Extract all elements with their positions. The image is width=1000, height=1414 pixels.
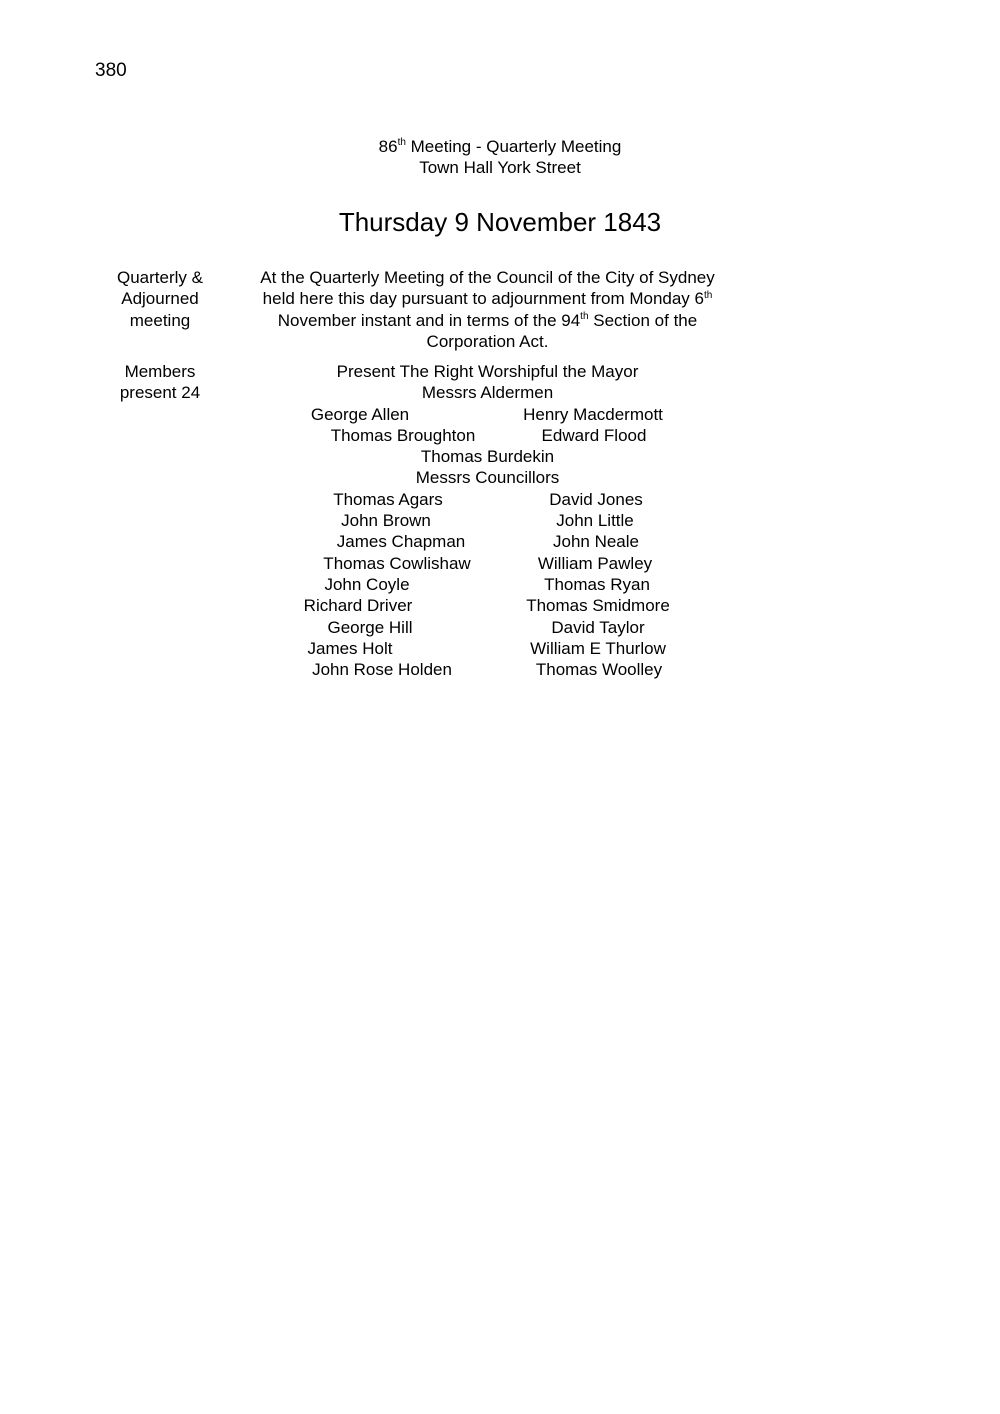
councillor-name: Richard Driver <box>303 596 413 616</box>
ordinal-suffix: th <box>580 310 589 322</box>
councillor-row <box>225 617 750 638</box>
ordinal-suffix: th <box>703 289 713 301</box>
preamble-line <box>225 288 750 309</box>
margin-note-line: Quarterly & <box>117 268 203 287</box>
alderman-row <box>225 404 750 425</box>
preamble-text: held here this day pursuant to adjournment from Monday 6 <box>262 289 704 309</box>
meeting-title <box>0 136 1000 157</box>
margin-note-line: Adjourned <box>121 289 199 309</box>
date-heading: Thursday 9 November 1843 <box>338 207 662 237</box>
councillor-name: Thomas Cowlishaw <box>323 553 471 573</box>
alderman-single: Thomas Burdekin <box>420 447 555 467</box>
preamble-line: At the Quarterly Meeting of the Council of the City of Sydney <box>260 268 715 287</box>
councillor-row <box>225 510 750 531</box>
councillor-row <box>225 595 750 616</box>
councillor-name: David Taylor <box>551 617 645 637</box>
councillor-name: John Little <box>556 511 634 531</box>
margin-note-line: present 24 <box>119 383 201 403</box>
alderman-name: George Allen <box>310 404 410 424</box>
alderman-name: Edward Flood <box>541 425 647 445</box>
alderman-name: Henry Macdermott <box>523 404 663 424</box>
margin-note-line: Members <box>124 362 196 381</box>
margin-note-members-present <box>100 361 220 404</box>
aldermen-rows <box>225 404 750 447</box>
councillor-name: Thomas Woolley <box>535 660 663 680</box>
margin-note-meeting-type <box>100 267 220 331</box>
councillor-name: William Pawley <box>537 553 653 573</box>
meeting-preamble <box>225 267 750 352</box>
councillors-rows <box>225 489 750 681</box>
preamble-text: November instant and in terms of the 94 <box>277 310 581 330</box>
meeting-title-text: Meeting - Quarterly Meeting <box>405 137 622 156</box>
councillor-name: William E Thurlow <box>530 638 666 658</box>
councillor-row <box>225 553 750 574</box>
alderman-name: Thomas Broughton <box>330 425 476 445</box>
councillor-name: George Hill <box>327 617 413 637</box>
councillor-name: John Rose Holden <box>312 660 452 680</box>
attendance-list <box>225 361 750 680</box>
councillor-row <box>225 574 750 595</box>
councillor-name: James Chapman <box>336 532 466 552</box>
meeting-number-suffix: th <box>397 137 406 149</box>
councillor-row <box>225 638 750 659</box>
page-number: 380 <box>95 60 127 81</box>
meeting-header <box>0 136 1000 178</box>
councillor-name: John Brown <box>341 511 431 531</box>
preamble-line <box>225 310 750 331</box>
preamble-text: Section of the <box>588 310 698 330</box>
councillors-heading: Messrs Councillors <box>415 468 560 488</box>
councillor-row <box>225 659 750 680</box>
margin-note-line: meeting <box>129 310 191 330</box>
preamble-line: Corporation Act. <box>426 331 549 351</box>
councillor-name: Thomas Ryan <box>544 574 650 594</box>
councillor-row <box>225 489 750 510</box>
alderman-row <box>225 425 750 446</box>
councillor-name: John Coyle <box>324 574 410 594</box>
councillor-row <box>225 531 750 552</box>
aldermen-heading: Messrs Aldermen <box>421 383 554 403</box>
present-line: Present The Right Worshipful the Mayor <box>336 362 639 381</box>
councillor-name: Thomas Smidmore <box>526 596 670 616</box>
councillor-name: John Neale <box>552 532 640 552</box>
meeting-location: Town Hall York Street <box>419 158 581 177</box>
councillor-name: David Jones <box>549 489 643 509</box>
councillor-name: James Holt <box>307 638 393 658</box>
councillor-name: Thomas Agars <box>333 489 443 509</box>
meeting-number: 86 <box>378 137 398 156</box>
